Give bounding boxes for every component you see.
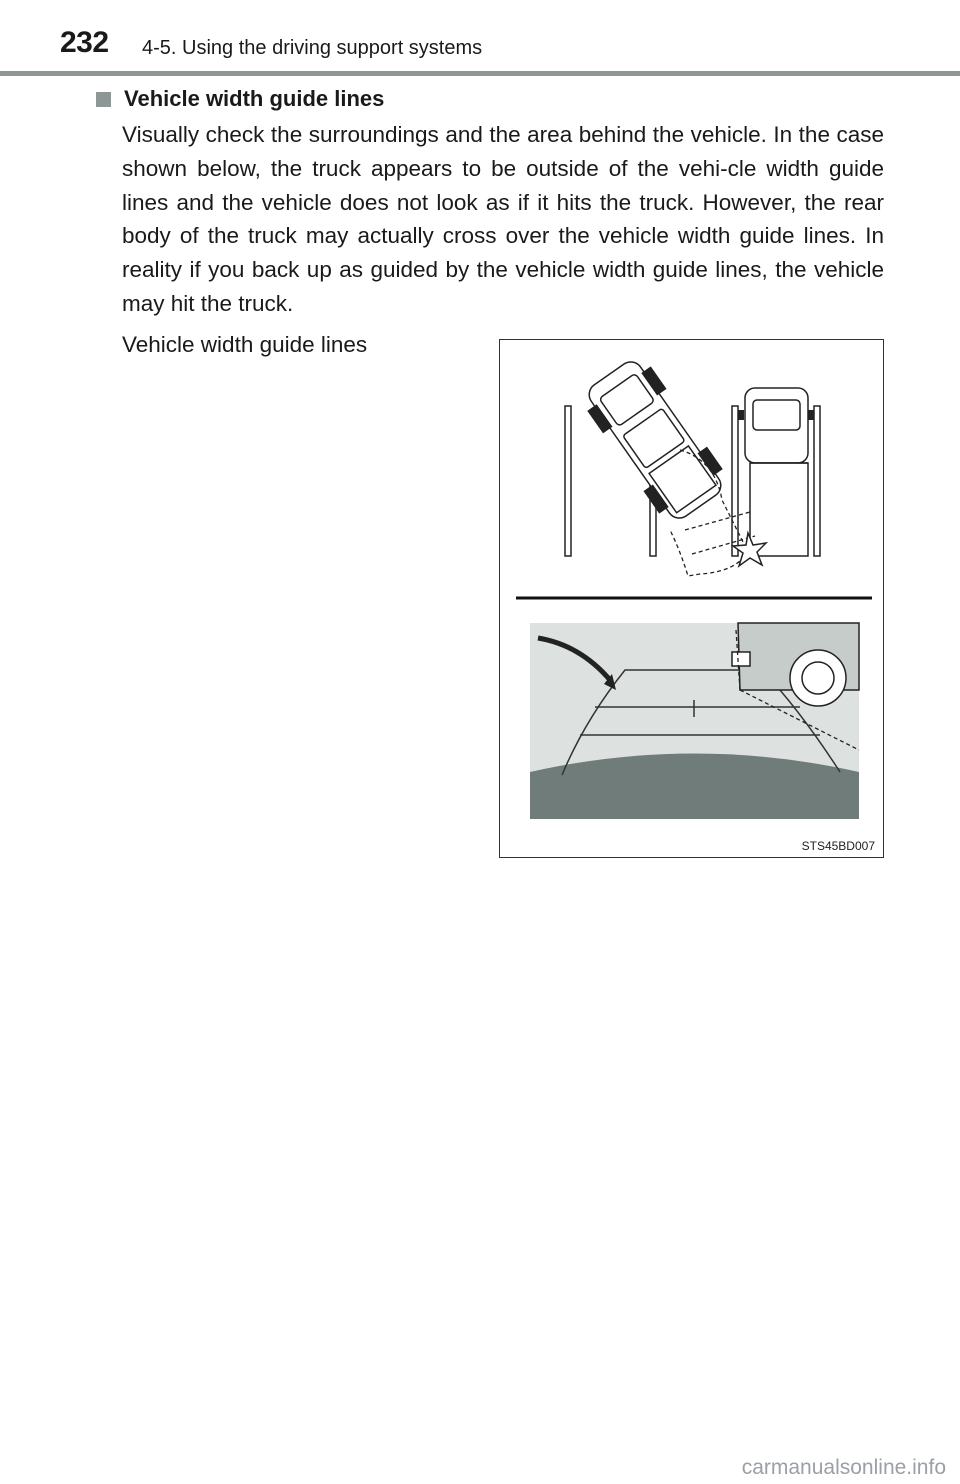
- figure-code: STS45BD007: [801, 839, 875, 853]
- section-heading-text: Vehicle width guide lines: [124, 86, 385, 111]
- watermark: carmanualsonline.info: [741, 1456, 946, 1479]
- page-header: [0, 0, 960, 78]
- header-divider: [0, 71, 960, 76]
- figure-caption: Vehicle width guide lines: [122, 332, 368, 357]
- illustration-figure: [499, 339, 884, 858]
- page-number: 232: [60, 26, 109, 59]
- camera-view: [530, 623, 859, 819]
- section-body-paragraph: Visually check the surroundings and the area behind the vehicle. In the case shown below, the truck appears to be outside of the vehi-cle width guide lines and the vehicle does not look as if it hits the truck. However, the rear body of the truck may actually cross over the vehicle width guide lines. In reality if you back up as guided by the vehicle width guide lines, the vehicle may hit the truck.: [122, 122, 884, 316]
- square-bullet-icon: [96, 92, 111, 107]
- section-title: 4-5. Using the driving support systems: [142, 37, 483, 59]
- reversing-vehicle-topview: [578, 353, 732, 528]
- section-heading: [96, 86, 384, 112]
- illustration-drawing: [500, 340, 885, 859]
- parked-truck-topview: [745, 388, 808, 556]
